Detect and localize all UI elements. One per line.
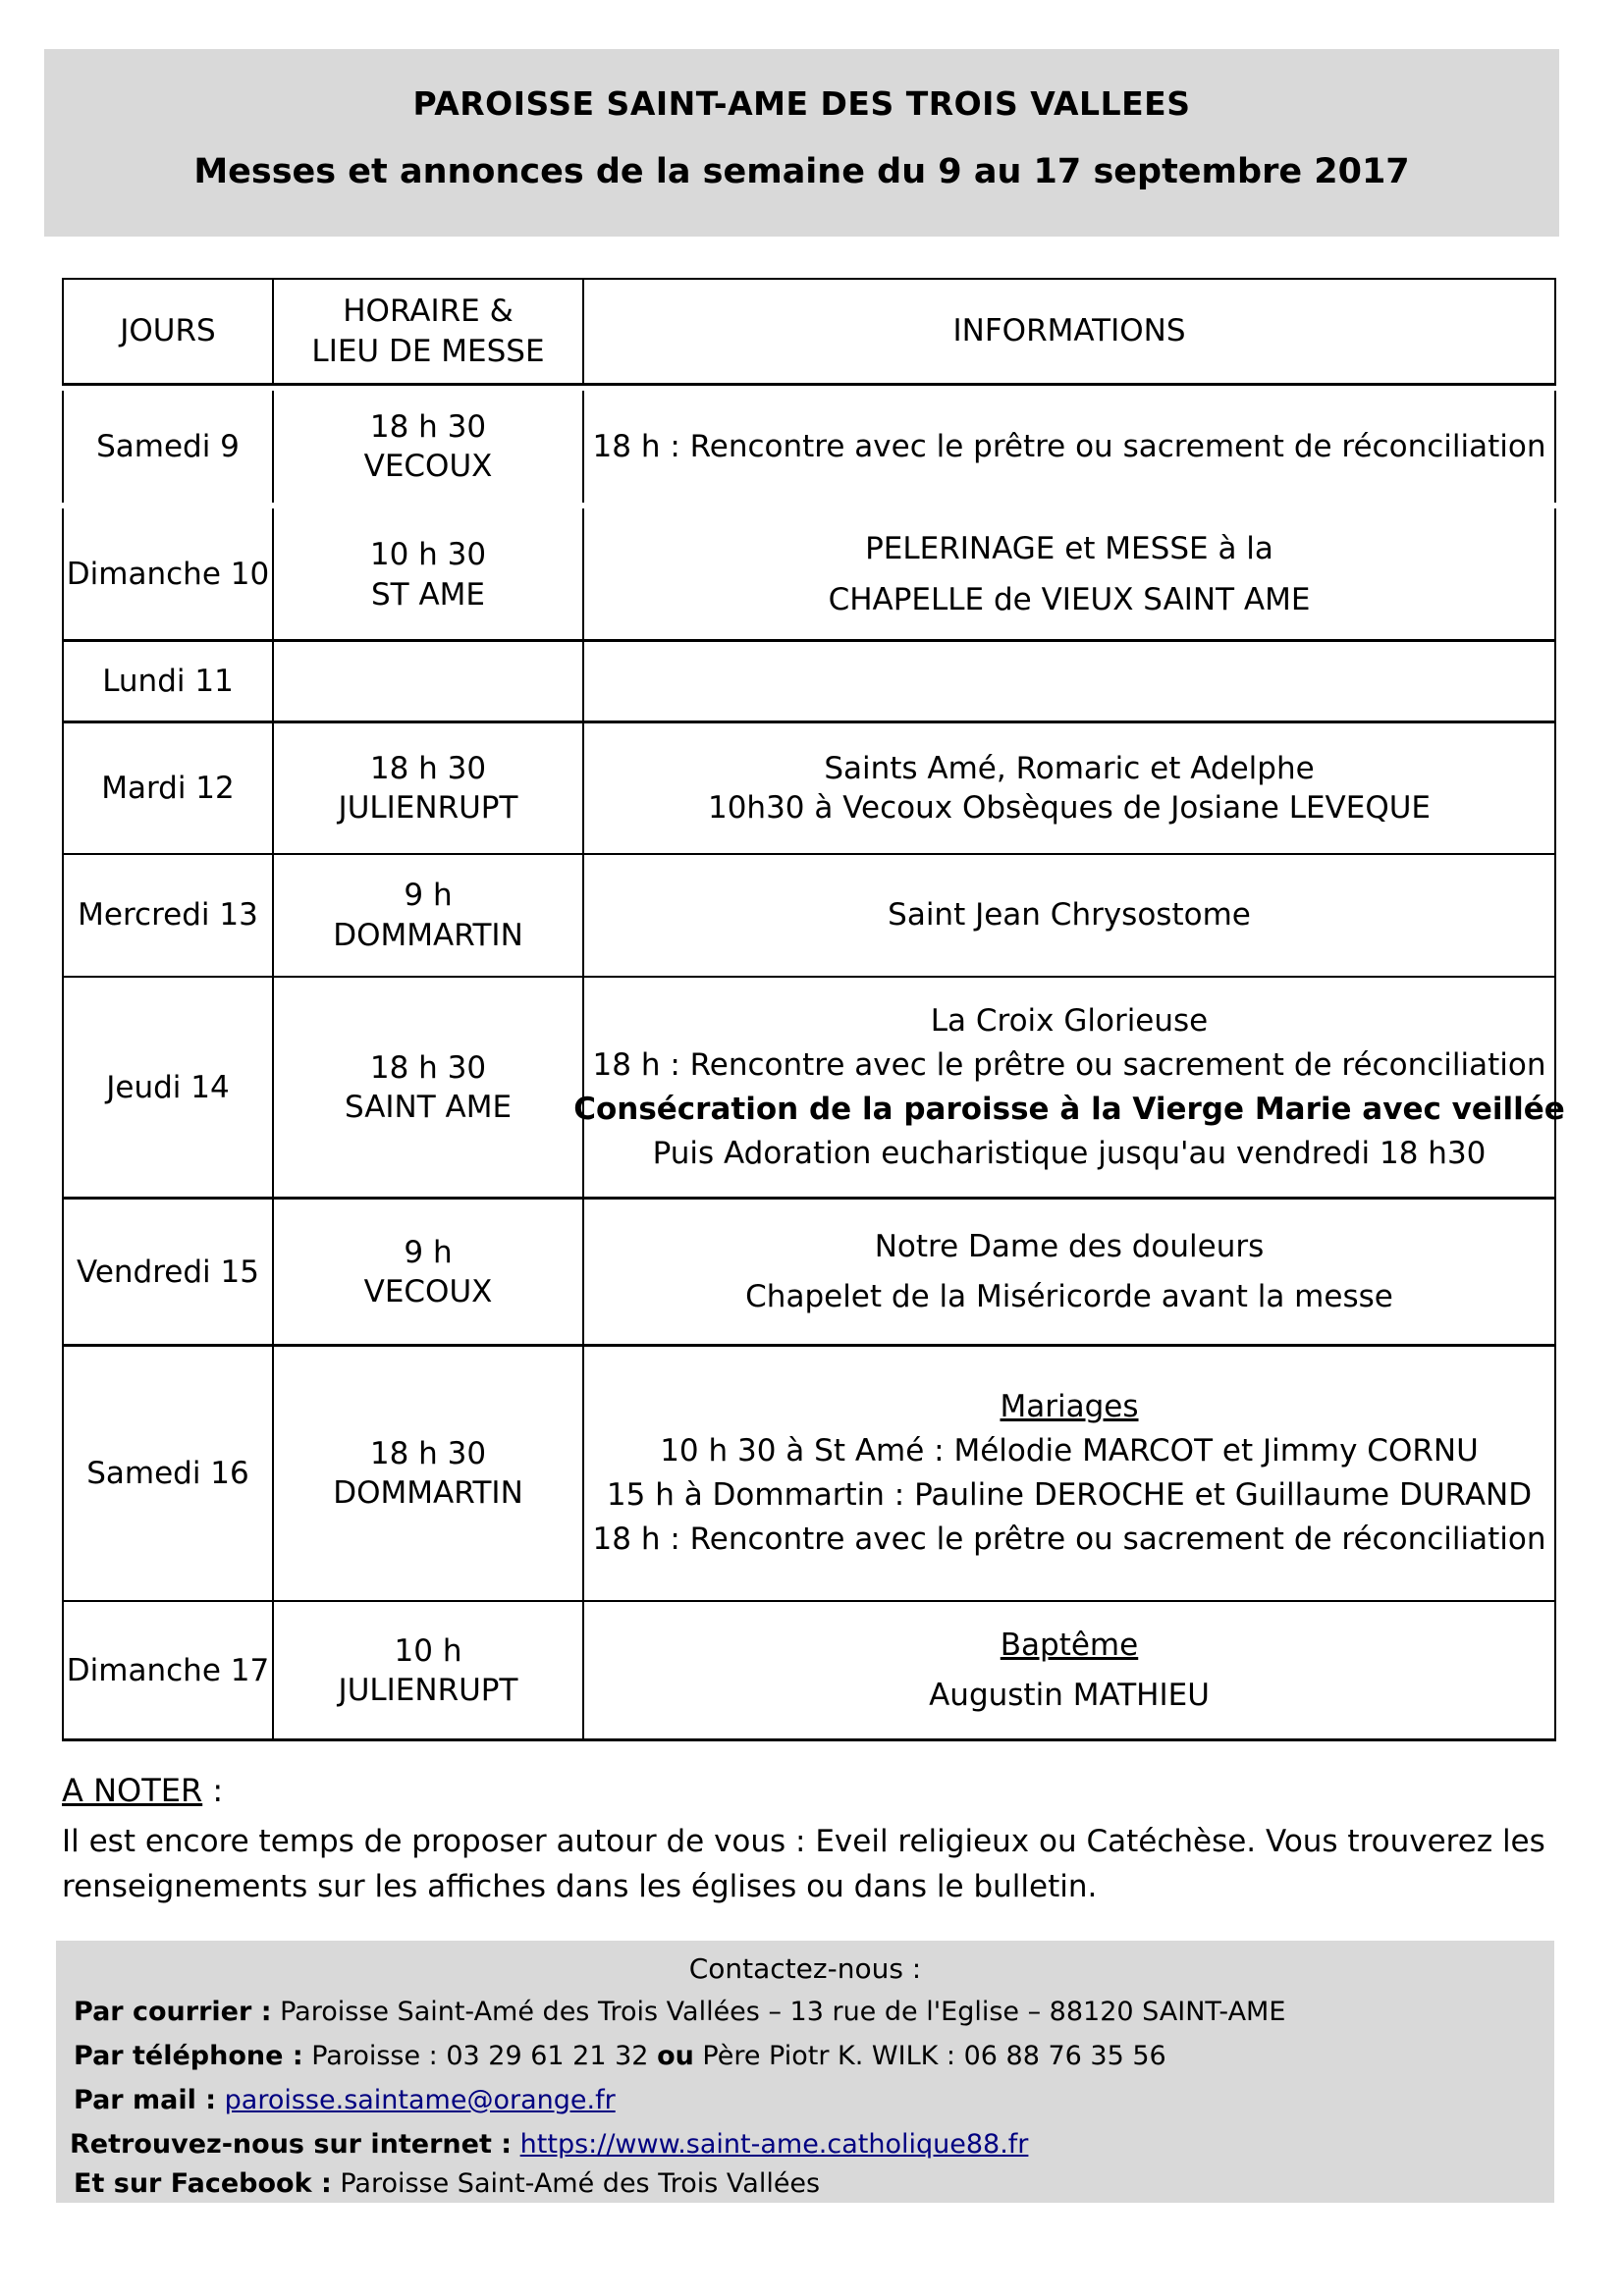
- day-cell: [62, 508, 274, 641]
- mass-time-place-cell: [272, 1346, 584, 1601]
- mass-time-place-cell: [272, 641, 584, 722]
- day-label: Lundi 11: [102, 664, 234, 700]
- mass-place: DOMMARTIN: [333, 1475, 523, 1511]
- note-heading-colon: :: [202, 1772, 224, 1809]
- information-cell: [582, 641, 1556, 722]
- info-line: Puis Adoration eucharistique jusqu'au vendredi 18 h30: [652, 1135, 1487, 1171]
- day-label: Vendredi 15: [77, 1254, 259, 1290]
- facebook-label: Et sur Facebook :: [74, 2168, 332, 2199]
- mass-place: VECOUX: [363, 449, 493, 484]
- mass-time-place-cell: [272, 854, 584, 977]
- mass-time-place-cell: [272, 1601, 584, 1740]
- mass-place: JULIENRUPT: [338, 1673, 518, 1708]
- mass-time-place-cell: [272, 722, 584, 854]
- column-header-horaire-line1: HORAIRE &: [343, 294, 514, 330]
- facebook-page: Paroisse Saint-Amé des Trois Vallées: [331, 2168, 821, 2199]
- day-cell: [62, 641, 274, 722]
- website-link[interactable]: https://www.saint-ame.catholique88.fr: [519, 2129, 1029, 2160]
- info-line: Augustin MATHIEU: [929, 1678, 1210, 1713]
- info-line: Chapelet de la Miséricorde avant la messe: [745, 1279, 1393, 1314]
- info-line: Consécration de la paroisse à la Vierge Marie avec veillée: [573, 1092, 1565, 1127]
- day-label: Dimanche 17: [66, 1652, 270, 1688]
- day-cell: [62, 391, 274, 503]
- header-banner: [44, 49, 1559, 237]
- day-cell: [62, 1346, 274, 1601]
- mass-time-place-cell: [272, 1199, 584, 1346]
- mass-time: 18 h 30: [369, 750, 487, 786]
- contact-phone: [74, 2041, 1166, 2071]
- mass-place: ST AME: [370, 576, 485, 613]
- day-cell: [62, 1199, 274, 1346]
- info-line: 18 h : Rencontre avec le prêtre ou sacrement de réconciliation: [592, 428, 1546, 464]
- day-label: Mercredi 13: [78, 897, 258, 934]
- info-line: 15 h à Dommartin : Pauline DEROCHE et Guillaume DURAND: [606, 1477, 1533, 1513]
- info-line: Saint Jean Chrysostome: [888, 897, 1251, 934]
- website-label: Retrouvez-nous sur internet :: [70, 2129, 513, 2160]
- day-cell: [62, 977, 274, 1199]
- info-line: Mariages: [1000, 1389, 1139, 1425]
- mass-time-place-cell: [272, 391, 584, 503]
- mass-place: VECOUX: [363, 1274, 493, 1309]
- day-cell: [62, 722, 274, 854]
- phone-priest: Père Piotr K. WILK : 06 88 76 35 56: [693, 2041, 1166, 2071]
- column-header-jours: [62, 278, 274, 385]
- mass-time-place-cell: [272, 977, 584, 1199]
- mass-time: 18 h 30: [369, 1049, 487, 1086]
- contact-title: Contactez-nous :: [688, 1952, 922, 1985]
- info-line: Notre Dame des douleurs: [874, 1228, 1265, 1264]
- email-link[interactable]: paroisse.saintame@orange.fr: [224, 2085, 616, 2115]
- information-cell: [573, 977, 1565, 1199]
- mass-time: 10 h 30: [369, 537, 487, 573]
- day-cell: [62, 854, 274, 977]
- mass-time-place-cell: [272, 508, 584, 641]
- day-label: Dimanche 10: [66, 557, 270, 593]
- note-heading-label: A NOTER: [62, 1772, 203, 1809]
- day-label: Samedi 9: [96, 428, 240, 464]
- information-cell: [582, 1601, 1556, 1740]
- mass-time: 18 h 30: [369, 408, 487, 445]
- week-subtitle: Messes et annonces de la semaine du 9 au 17 septembre 2017: [193, 152, 1410, 191]
- info-line: 10h30 à Vecoux Obsèques de Josiane LEVEQUE: [707, 790, 1432, 826]
- email-label: Par mail :: [74, 2085, 217, 2115]
- phone-parish: Paroisse : 03 29 61 21 32: [302, 2041, 658, 2071]
- mass-place: DOMMARTIN: [333, 917, 523, 953]
- mass-time: 18 h 30: [369, 1435, 487, 1471]
- info-line: 18 h : Rencontre avec le prêtre ou sacrement de réconciliation: [592, 1521, 1546, 1557]
- day-cell: [62, 1601, 274, 1740]
- column-header-informations: [582, 278, 1556, 385]
- contact-facebook: [74, 2168, 820, 2199]
- info-line: Saints Amé, Romaric et Adelphe: [824, 750, 1315, 786]
- contact-email: [74, 2085, 616, 2115]
- note-heading: [62, 1772, 223, 1809]
- mass-time: 9 h: [404, 1234, 453, 1270]
- header-divider: [62, 383, 1556, 386]
- column-header-horaire-line2: LIEU DE MESSE: [311, 333, 545, 369]
- column-header-jours-label: JOURS: [120, 313, 216, 349]
- mass-time: 9 h: [404, 878, 453, 914]
- info-line: PELERINAGE et MESSE à la: [865, 531, 1273, 567]
- day-label: Samedi 16: [86, 1455, 249, 1491]
- parish-title: PAROISSE SAINT-AME DES TROIS VALLEES: [412, 84, 1191, 123]
- mass-place: JULIENRUPT: [338, 790, 518, 826]
- info-line: La Croix Glorieuse: [930, 1003, 1209, 1040]
- information-cell: [582, 1199, 1556, 1346]
- information-cell: [582, 1346, 1556, 1601]
- info-line: CHAPELLE de VIEUX SAINT AME: [828, 581, 1311, 617]
- mass-time: 10 h: [394, 1632, 462, 1669]
- day-label: Jeudi 14: [106, 1069, 230, 1105]
- mass-place: SAINT AME: [344, 1090, 513, 1125]
- info-line: 10 h 30 à St Amé : Mélodie MARCOT et Jimmy CORNU: [660, 1433, 1479, 1469]
- column-header-informations-label: INFORMATIONS: [952, 313, 1186, 349]
- information-cell: [582, 508, 1556, 641]
- column-header-horaire: [272, 278, 584, 385]
- row-divider: [62, 1738, 1556, 1741]
- phone-or: ou: [657, 2041, 694, 2071]
- information-cell: [582, 722, 1556, 854]
- phone-label: Par téléphone :: [74, 2041, 303, 2071]
- information-cell: [582, 854, 1556, 977]
- contact-postal: [74, 1997, 1285, 2027]
- postal-address: Paroisse Saint-Amé des Trois Vallées – 13 rue de l'Eglise – 88120 SAINT-AME: [271, 1997, 1286, 2027]
- information-cell: [582, 391, 1556, 503]
- postal-label: Par courrier :: [74, 1997, 272, 2027]
- info-line: 18 h : Rencontre avec le prêtre ou sacrement de réconciliation: [592, 1047, 1546, 1084]
- note-text: Il est encore temps de proposer autour de vous : Eveil religieux ou Catéchèse. Vous trouverez les renseignements sur les affiches dans les églises ou dans le bulletin.: [62, 1824, 1545, 1904]
- day-label: Mardi 12: [101, 770, 235, 806]
- contact-box: [56, 1941, 1554, 2203]
- info-line: Baptême: [1000, 1627, 1139, 1663]
- contact-website: [70, 2129, 1028, 2160]
